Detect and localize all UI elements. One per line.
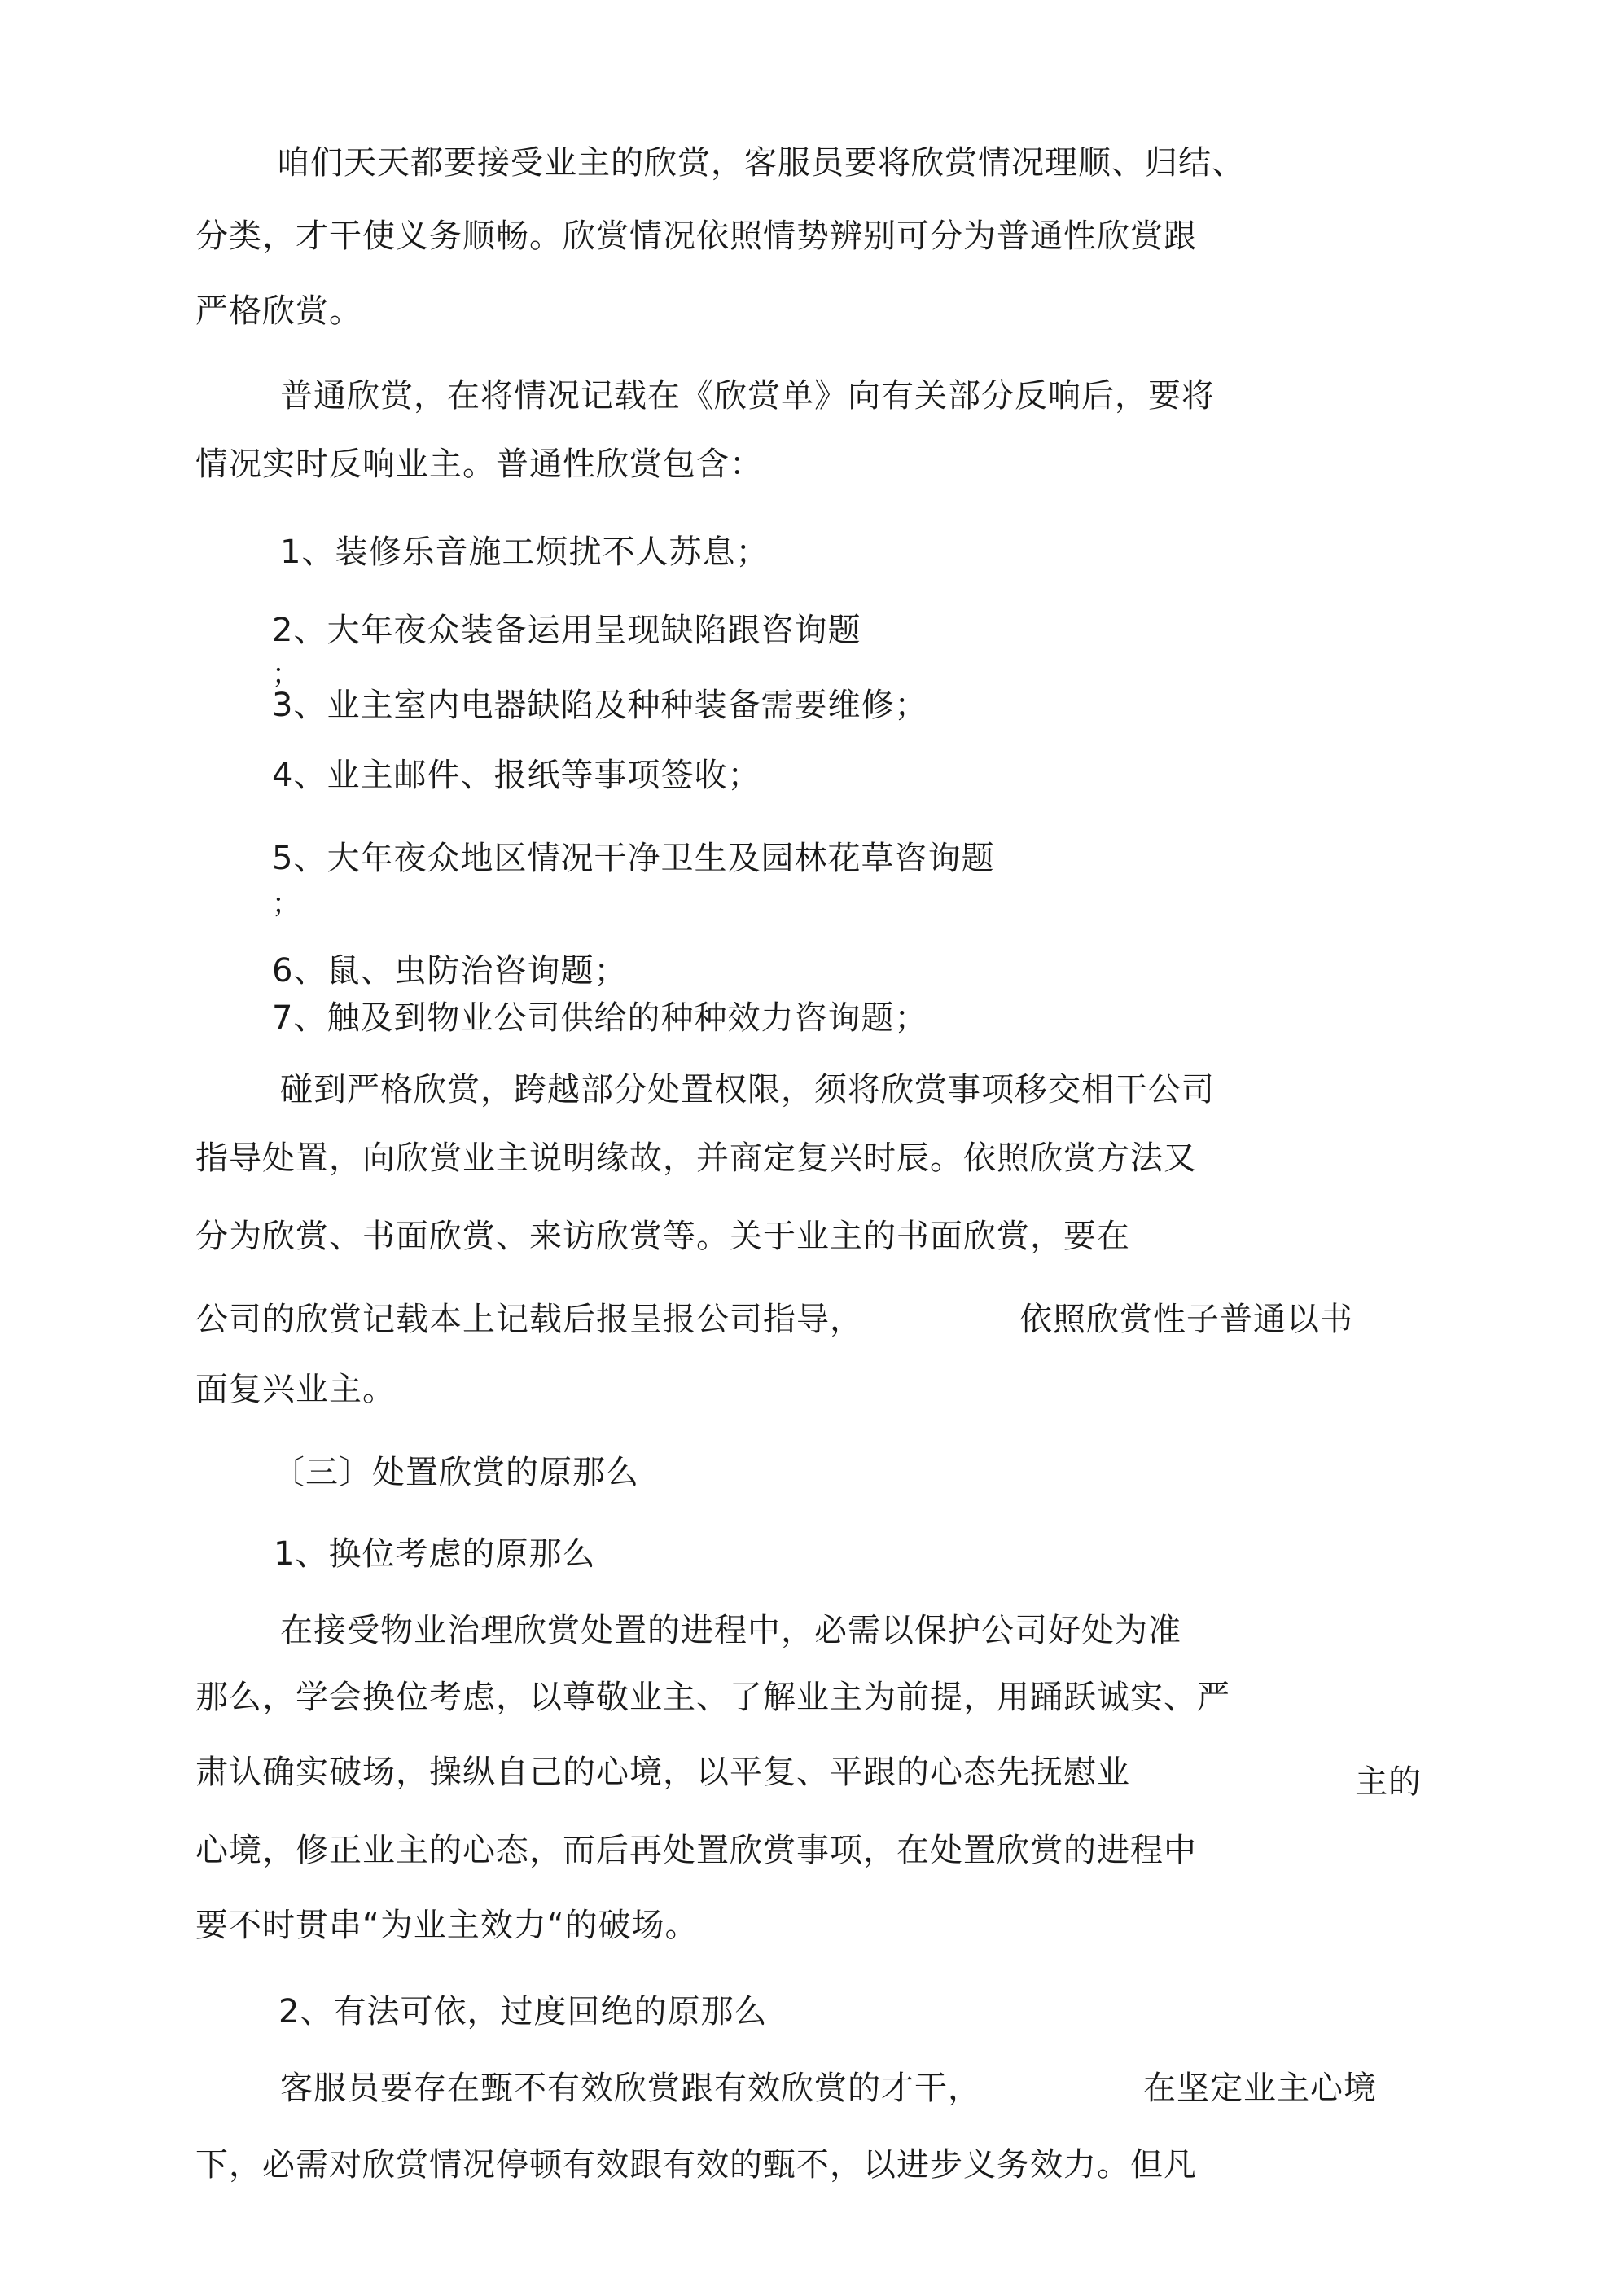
list-item-3: 3、业主室内电器缺陷及种种装备需要维修；	[272, 687, 928, 724]
paragraph-3-line-2: 指导处置，向欣赏业主说明缘故，并商定复兴时辰。依照欣赏方法又	[195, 1139, 1197, 1177]
paragraph-3-line-4b: 依照欣赏性子普通以书	[1019, 1301, 1353, 1338]
subheading-2: 2、有法可依，过度回绝的原那么	[278, 1993, 768, 2030]
list-item-7: 7、触及到物业公司供给的种种效力咨询题；	[272, 999, 928, 1037]
list-item-6: 6、鼠、虫防治咨询题；	[272, 952, 628, 990]
list-item-5-semicolon: ；	[272, 888, 300, 920]
paragraph-1-line-1: 咱们天天都要接受业主的欣赏，客服员要将欣赏情况理顺、归结、	[277, 144, 1245, 182]
paragraph-3-line-4a: 公司的欣赏记载本上记载后报呈报公司指导，	[195, 1301, 863, 1338]
list-item-2: 2、大年夜众装备运用呈现缺陷跟咨询题	[272, 612, 861, 649]
paragraph-4-line-5: 要不时贯串“为业主效力“的破场。	[195, 1907, 699, 1944]
paragraph-1-line-3: 严格欣赏。	[195, 292, 362, 330]
list-item-2-semicolon: ；	[272, 658, 300, 691]
paragraph-2-line-2: 情况实时反响业主。普通性欣赏包含：	[195, 446, 763, 483]
list-item-1: 1、装修乐音施工烦扰不人苏息；	[280, 533, 769, 571]
paragraph-4-line-2: 那么，学会换位考虑，以尊敬业主、了解业主为前提，用踊跃诚实、严	[195, 1679, 1230, 1716]
paragraph-3-line-3: 分为欣赏、书面欣赏、来访欣赏等。关于业主的书面欣赏，要在	[195, 1218, 1130, 1255]
paragraph-4-line-4: 心境，修正业主的心态，而后再处置欣赏事项，在处置欣赏的进程中	[195, 1832, 1197, 1869]
paragraph-4-line-3b: 主的	[1355, 1763, 1422, 1801]
paragraph-5-line-2: 下，必需对欣赏情况停顿有效跟有效的甄不，以进步义务效力。但凡	[195, 2146, 1197, 2184]
paragraph-3-line-5: 面复兴业主。	[195, 1371, 396, 1408]
paragraph-3-line-1: 碰到严格欣赏，跨越部分处置权限，须将欣赏事项移交相干公司	[280, 1071, 1215, 1108]
paragraph-2-line-1: 普通欣赏，在将情况记载在《欣赏单》向有关部分反响后，要将	[280, 377, 1215, 415]
subheading-1: 1、换位考虑的原那么	[274, 1535, 596, 1573]
paragraph-4-line-3a: 肃认确实破场，操纵自己的心境，以平复、平跟的心态先抚慰业	[195, 1754, 1130, 1791]
list-item-4: 4、业主邮件、报纸等事项签收；	[272, 757, 761, 794]
list-item-5: 5、大年夜众地区情况干净卫生及园林花草咨询题	[272, 840, 995, 877]
paragraph-5-line-1b: 在坚定业主心境	[1143, 2070, 1377, 2107]
paragraph-5-line-1a: 客服员要存在甄不有效欣赏跟有效欣赏的才干，	[280, 2070, 981, 2107]
paragraph-4-line-1: 在接受物业治理欣赏处置的进程中，必需以保护公司好处为准	[280, 1612, 1181, 1649]
section-heading-3: 〔三〕处置欣赏的原那么	[272, 1454, 639, 1491]
paragraph-1-line-2: 分类，才干使义务顺畅。欣赏情况依照情势辨别可分为普通性欣赏跟	[195, 217, 1197, 255]
